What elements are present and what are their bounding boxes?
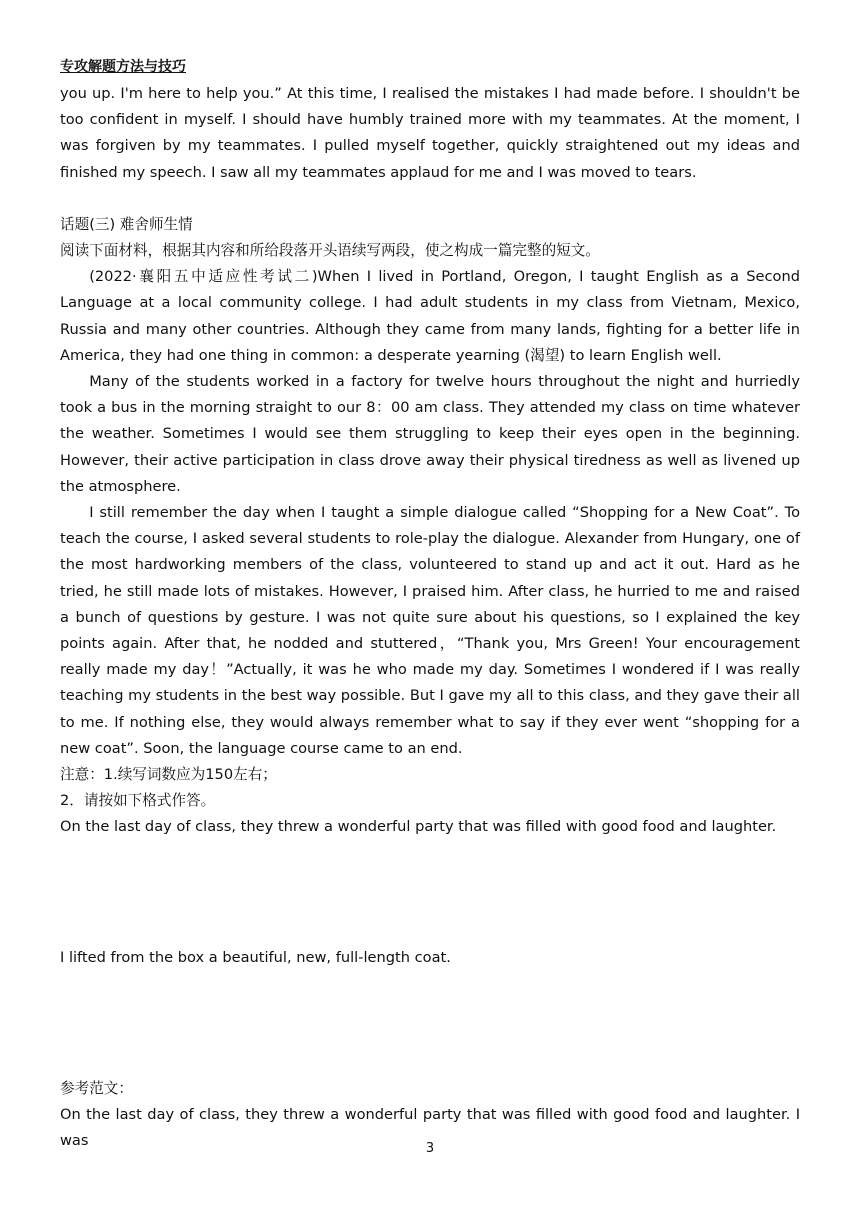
instruction: 阅读下面材料，根据其内容和所给段落开头语续写两段，使之构成一篇完整的短文。 xyxy=(60,242,600,260)
continuation-prompt-1: On the last day of class, they threw a wonderful party that was filled with good food and laughter. xyxy=(60,818,777,836)
previous-paragraph: you up. I'm here to help you.” At this time, I realised the mistakes I had made before. I shouldn't be too confident in myself. I should have humbly trained more with my teammates. At the moment, I was forgiven by my teammates. I pulled myself together, quickly straightened out my ideas and finished my speech. I saw all my teammates applaud for me and I was moved to tears. xyxy=(60,85,800,181)
note-1: 注意：1.续写词数应为150左右； xyxy=(60,766,277,784)
section-header: 专攻解题方法与技巧 xyxy=(60,59,186,75)
topic-title: 话题(三) 难舍师生情 xyxy=(60,215,193,233)
passage-paragraph-2: Many of the students worked in a factory for twelve hours throughout the night and hurriedly took a bus in the morning straight to our 8：00 am class. They attended my class on time whatever the weather. Sometimes I would see them struggling to keep their eyes open in the beginning. However, their active participation in class drove away their physical tiredness as well as livened up the atmosphere. xyxy=(60,373,800,495)
page-number: 3 xyxy=(425,1141,435,1156)
spacer xyxy=(60,186,800,212)
document-page xyxy=(60,56,800,1155)
sample-essay-start: On the last day of class, they threw a wonderful party that was filled with good food and laughter. I was xyxy=(60,1106,800,1150)
continuation-prompt-2: I lifted from the box a beautiful, new, full-length coat. xyxy=(60,948,451,966)
sample-title: 参考范文： xyxy=(60,1079,133,1097)
note-2: 2．请按如下格式作答。 xyxy=(60,792,216,810)
passage-paragraph-3: I still remember the day when I taught a simple dialogue called “Shopping for a New Coat”. To teach the course, I asked several students to role-play the dialogue. Alexander from Hungary, one of the most hardworking members of the class, volunteered to stand up and act it out. Hard as he tried, he still made lots of mistakes. However, I praised him. After class, he hurried to me and raised a bunch of questions by gesture. I was not quite sure about his questions, so I explained the key points again. After that, he nodded and stuttered，“Thank you, Mrs Green! Your encouragement really made my day！”Actually, it was he who made my day. Sometimes I wondered if I was really teaching my students in the best way possible. But I gave my all to this class, and they gave their all to me. If nothing else, they would always remember what to say if they ever went “shopping for a new coat”. Soon, the language course came to an end. xyxy=(60,504,800,757)
answer-space-2 xyxy=(60,971,800,1076)
answer-space-1 xyxy=(60,841,800,945)
passage-paragraph-1: (2022·襄阳五中适应性考试二)When I lived in Portland, Oregon, I taught English as a Second Language at a local community college. I had adult students in my class from Vietnam, Mexico, Russia and many other countries. Although they came from many lands, fighting for a better life in America, they had one thing in common: a desperate yearning (渴望) to learn English well. xyxy=(60,268,800,364)
